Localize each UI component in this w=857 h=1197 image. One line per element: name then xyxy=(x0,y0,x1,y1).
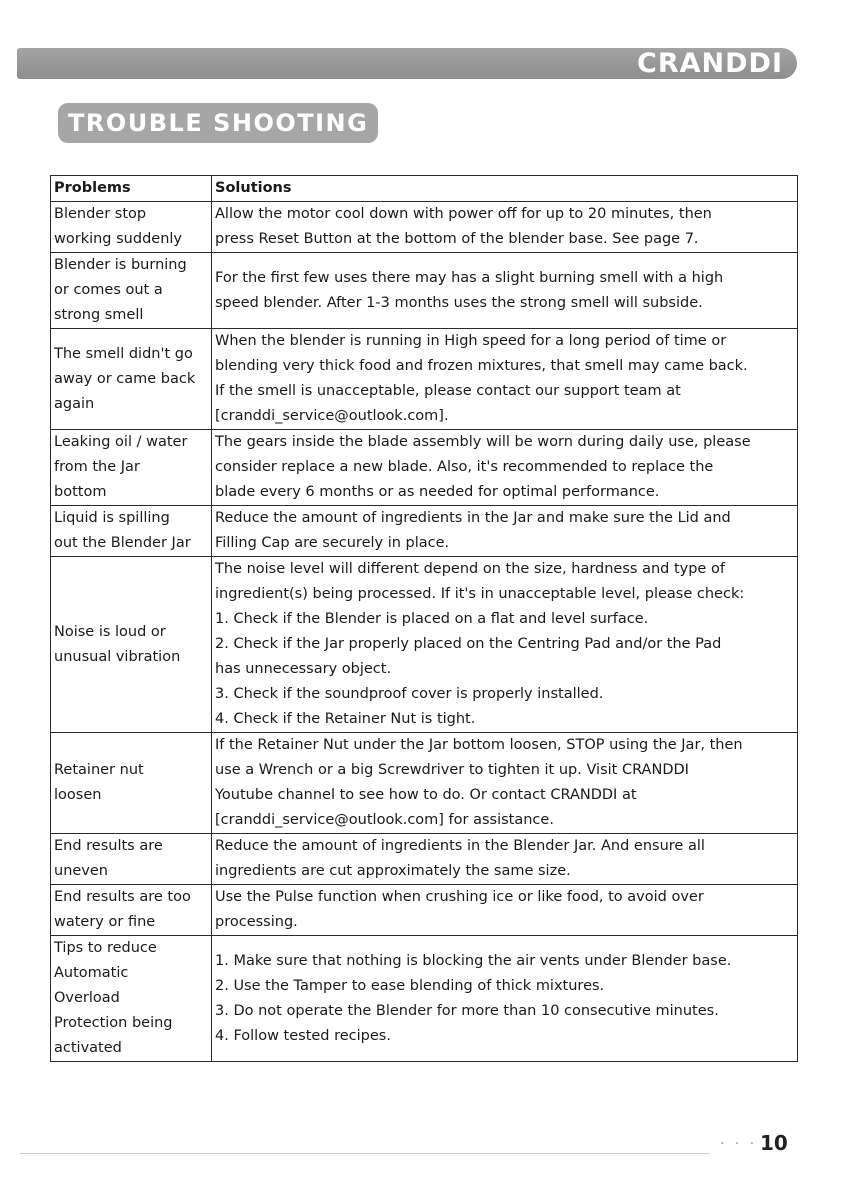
table-row xyxy=(51,430,798,506)
solution-cell xyxy=(212,733,798,834)
solution-text: processing. xyxy=(215,914,298,930)
problem-text: Overload xyxy=(54,990,120,1006)
solution-cell xyxy=(212,834,798,885)
troubleshooting-table xyxy=(50,175,798,1062)
problem-text: Noise is loud or xyxy=(54,623,166,640)
problem-cell xyxy=(51,329,212,430)
solution-text: 3. Do not operate the Blender for more than 10 consecutive minutes. xyxy=(215,1002,719,1019)
problem-text: Blender stop xyxy=(54,206,147,222)
solution-text: The noise level will different depend on the size, hardness and type of xyxy=(215,561,725,577)
table-row xyxy=(51,202,798,253)
solution-cell xyxy=(212,936,798,1062)
solution-text: press Reset Button at the bottom of the blender base. See page 7. xyxy=(215,231,699,247)
problem-text: The smell didn't go xyxy=(54,345,193,362)
problem-text: Blender is burning xyxy=(54,257,187,273)
solution-cell xyxy=(212,202,798,253)
column-header-problems: Problems xyxy=(51,176,212,202)
problem-cell xyxy=(51,253,212,329)
solution-text: 3. Check if the soundproof cover is properly installed. xyxy=(215,686,604,702)
problem-text: watery or fine xyxy=(54,914,156,930)
problem-text: out the Blender Jar xyxy=(54,535,191,551)
table-row xyxy=(51,834,798,885)
problem-cell xyxy=(51,202,212,253)
solution-text: blending very thick food and frozen mixtures, that smell may came back. xyxy=(215,358,748,374)
footer-divider xyxy=(20,1153,710,1154)
solution-text: blade every 6 months or as needed for optimal performance. xyxy=(215,484,660,500)
table-row xyxy=(51,733,798,834)
solution-text: 1. Make sure that nothing is blocking the air vents under Blender base. xyxy=(215,952,732,969)
problem-text: End results are xyxy=(54,838,163,854)
table-row xyxy=(51,885,798,936)
problem-text: away or came back xyxy=(54,370,196,387)
solution-text: 2. Check if the Jar properly placed on the Centring Pad and/or the Pad xyxy=(215,636,722,652)
solution-text: For the first few uses there may has a slight burning smell with a high xyxy=(215,269,724,286)
problem-text: strong smell xyxy=(54,307,144,323)
problem-text: Leaking oil / water xyxy=(54,434,188,450)
solution-cell xyxy=(212,329,798,430)
page-number: 10 xyxy=(760,1131,788,1155)
problem-cell xyxy=(51,557,212,733)
solution-cell xyxy=(212,557,798,733)
page-dots: · · · · xyxy=(720,1136,773,1152)
problem-text: or comes out a xyxy=(54,282,163,298)
solution-cell xyxy=(212,253,798,329)
solution-text: [cranddi_service@outlook.com]. xyxy=(215,408,449,424)
brand-logo: CRANDDI xyxy=(637,48,783,79)
problem-text: loosen xyxy=(54,787,102,803)
problem-text: Protection being xyxy=(54,1015,173,1031)
problem-text: End results are too xyxy=(54,889,191,905)
solution-cell xyxy=(212,430,798,506)
solution-text: [cranddi_service@outlook.com] for assistance. xyxy=(215,812,554,828)
table-row xyxy=(51,936,798,1062)
table-row xyxy=(51,506,798,557)
solution-cell xyxy=(212,506,798,557)
solution-text: 4. Follow tested recipes. xyxy=(215,1027,391,1044)
solution-text: The gears inside the blade assembly will be worn during daily use, please xyxy=(215,434,751,450)
table-row xyxy=(51,253,798,329)
section-title: TROUBLE SHOOTING xyxy=(58,103,378,143)
solution-text: Reduce the amount of ingredients in the Blender Jar. And ensure all xyxy=(215,838,705,854)
problem-text: bottom xyxy=(54,484,107,500)
solution-text: ingredient(s) being processed. If it's in unacceptable level, please check: xyxy=(215,586,745,602)
problem-text: again xyxy=(54,395,95,412)
table-row xyxy=(51,329,798,430)
column-header-solutions: Solutions xyxy=(212,176,798,202)
solution-text: 4. Check if the Retainer Nut is tight. xyxy=(215,711,476,727)
solution-text: Filling Cap are securely in place. xyxy=(215,535,450,551)
solution-text: ingredients are cut approximately the same size. xyxy=(215,863,571,879)
problem-text: Liquid is spilling xyxy=(54,510,170,526)
problem-cell xyxy=(51,733,212,834)
problem-cell xyxy=(51,430,212,506)
problem-text: uneven xyxy=(54,863,108,879)
solution-text: use a Wrench or a big Screwdriver to tighten it up. Visit CRANDDI xyxy=(215,762,689,778)
problem-text: working suddenly xyxy=(54,231,182,247)
solution-text: Youtube channel to see how to do. Or contact CRANDDI at xyxy=(215,787,637,803)
solution-text: 2. Use the Tamper to ease blending of thick mixtures. xyxy=(215,977,605,994)
solution-text: Use the Pulse function when crushing ice or like food, to avoid over xyxy=(215,889,704,905)
solution-text: If the smell is unacceptable, please contact our support team at xyxy=(215,383,681,399)
solution-text: has unnecessary object. xyxy=(215,661,392,677)
solution-text: 1. Check if the Blender is placed on a flat and level surface. xyxy=(215,611,649,627)
problem-text: unusual vibration xyxy=(54,648,181,665)
table-body xyxy=(51,202,798,1062)
solution-text: consider replace a new blade. Also, it's recommended to replace the xyxy=(215,459,714,475)
problem-text: from the Jar xyxy=(54,459,140,475)
solution-text: speed blender. After 1-3 months uses the strong smell will subside. xyxy=(215,294,703,311)
problem-cell xyxy=(51,936,212,1062)
solution-text: Reduce the amount of ingredients in the Jar and make sure the Lid and xyxy=(215,510,731,526)
solution-text: Allow the motor cool down with power off for up to 20 minutes, then xyxy=(215,206,712,222)
problem-cell xyxy=(51,506,212,557)
problem-text: activated xyxy=(54,1040,122,1056)
table-header-row xyxy=(51,176,798,202)
header-bar xyxy=(17,48,797,79)
problem-cell xyxy=(51,885,212,936)
solution-text: When the blender is running in High speed for a long period of time or xyxy=(215,333,727,349)
solution-text: If the Retainer Nut under the Jar bottom loosen, STOP using the Jar, then xyxy=(215,737,743,753)
solution-cell xyxy=(212,885,798,936)
table-row xyxy=(51,557,798,733)
problem-text: Automatic xyxy=(54,965,129,981)
problem-text: Retainer nut xyxy=(54,762,144,778)
problem-text: Tips to reduce xyxy=(54,940,157,956)
problem-cell xyxy=(51,834,212,885)
